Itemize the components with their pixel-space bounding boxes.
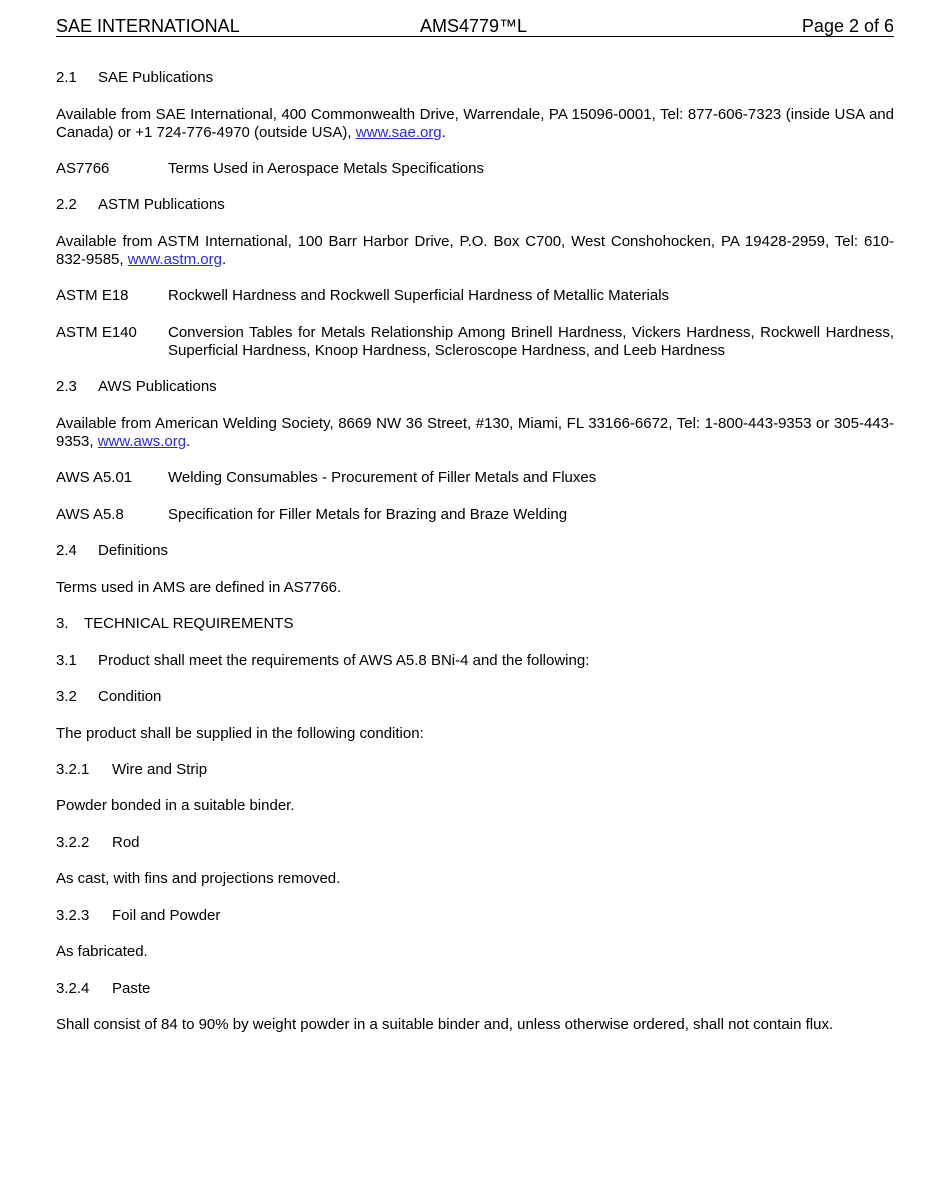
astm-website-link[interactable]: www.astm.org xyxy=(127,251,222,268)
section-3-2-1-heading xyxy=(56,761,894,779)
reference-title: Welding Consumables - Procurement of Filler Metals and Fluxes xyxy=(168,469,597,486)
sae-website-link[interactable]: www.sae.org xyxy=(355,124,442,141)
section-3-2-3-text: As fabricated. xyxy=(56,943,148,960)
section-title: AWS Publications xyxy=(98,378,217,395)
reference-item xyxy=(56,160,894,178)
reference-title: Rockwell Hardness and Rockwell Superficial Hardness of Metallic Materials xyxy=(168,287,670,304)
header-page-number: Page 2 of 6 xyxy=(801,16,894,36)
section-title: ASTM Publications xyxy=(98,196,225,213)
reference-title: Conversion Tables for Metals Relationship Among Brinell Hardness, Vickers Hardness, Rockwell Hardness, Superficial Hardness, Knoop Hardness, Scleroscope Hardness, and Leeb Hardness xyxy=(168,324,894,359)
section-3-2-4-text: Shall consist of 84 to 90% by weight powder in a suitable binder and, unless otherwise ordered, shall not contain flux. xyxy=(56,1016,834,1033)
reference-title: Terms Used in Aerospace Metals Specifications xyxy=(168,160,484,177)
section-number: 3.2.1 xyxy=(56,761,90,778)
section-2-1-availability: Available from SAE International, 400 Commonwealth Drive, Warrendale, PA 15096-0001, Tel: 877-606-7323 (inside USA and Canada) or +1 724-776-4970 (outside USA), www.sae.org. xyxy=(56,106,894,141)
section-3-2-text: The product shall be supplied in the following condition: xyxy=(56,725,424,742)
availability-text: Available from SAE International, 400 Commonwealth Drive, Warrendale, PA 15096-0001, Tel: 877-606-7323 (inside USA and Canada) or +1 724-776-4970 (outside USA), xyxy=(56,106,894,141)
reference-item xyxy=(56,506,894,524)
page-header xyxy=(56,16,894,37)
section-number: 2.2 xyxy=(56,196,77,213)
section-3-heading xyxy=(56,615,894,633)
section-3-2-4-heading xyxy=(56,980,894,998)
section-3-2-2-heading xyxy=(56,834,894,852)
aws-website-link[interactable]: www.aws.org xyxy=(97,433,187,450)
reference-code: ASTM E18 xyxy=(56,287,129,304)
section-title: Foil and Powder xyxy=(112,907,221,924)
section-number: 2.4 xyxy=(56,542,77,559)
section-2-2-heading xyxy=(56,196,894,214)
section-number: 3.2.3 xyxy=(56,907,90,924)
section-3-2-heading xyxy=(56,688,894,706)
section-title: SAE Publications xyxy=(98,69,214,86)
header-doc-id: AMS4779™L xyxy=(420,16,528,36)
section-number: 2.1 xyxy=(56,69,77,86)
section-number: 3.1 xyxy=(56,652,77,669)
section-2-3-availability: Available from American Welding Society, 8669 NW 36 Street, #130, Miami, FL 33166-6672, Tel: 1-800-443-9353 or 305-443-9353, www.aws.org. xyxy=(56,415,894,450)
reference-code: AS7766 xyxy=(56,160,110,177)
reference-item xyxy=(56,324,894,360)
section-title: Condition xyxy=(98,688,162,705)
section-text: Product shall meet the requirements of AWS A5.8 BNi-4 and the following: xyxy=(98,652,590,669)
section-number: 3.2.2 xyxy=(56,834,90,851)
header-org: SAE INTERNATIONAL xyxy=(56,16,240,36)
section-title: Paste xyxy=(112,980,151,997)
reference-code: ASTM E140 xyxy=(56,324,137,341)
section-number: 3. xyxy=(56,615,69,632)
section-number: 3.2.4 xyxy=(56,980,90,997)
reference-title: Specification for Filler Metals for Brazing and Braze Welding xyxy=(168,506,568,523)
availability-text: Available from ASTM International, 100 Barr Harbor Drive, P.O. Box C700, West Conshohocken, PA 19428-2959, Tel: 610-832-9585, xyxy=(56,233,894,268)
reference-item xyxy=(56,287,894,305)
section-title: Definitions xyxy=(98,542,169,559)
section-2-4-text: Terms used in AMS are defined in AS7766. xyxy=(56,579,342,596)
section-3-1-heading xyxy=(56,652,894,670)
section-2-2-availability: Available from ASTM International, 100 Barr Harbor Drive, P.O. Box C700, West Conshohocken, PA 19428-2959, Tel: 610-832-9585, www.astm.org. xyxy=(56,233,894,268)
section-2-4-heading xyxy=(56,542,894,560)
section-number: 2.3 xyxy=(56,378,77,395)
section-3-2-1-text: Powder bonded in a suitable binder. xyxy=(56,797,295,814)
section-2-1-heading xyxy=(56,69,894,87)
section-3-2-3-heading xyxy=(56,907,894,925)
section-2-3-heading xyxy=(56,378,894,396)
section-title: Wire and Strip xyxy=(112,761,208,778)
section-3-2-2-text: As cast, with fins and projections removed. xyxy=(56,870,341,887)
section-title: Rod xyxy=(112,834,140,851)
availability-text: Available from American Welding Society, 8669 NW 36 Street, #130, Miami, FL 33166-6672, Tel: 1-800-443-9353 or 305-443-9353, xyxy=(56,415,894,450)
reference-code: AWS A5.8 xyxy=(56,506,124,523)
reference-item xyxy=(56,469,894,487)
section-number: 3.2 xyxy=(56,688,77,705)
section-title: TECHNICAL REQUIREMENTS xyxy=(84,615,294,632)
reference-code: AWS A5.01 xyxy=(56,469,133,486)
